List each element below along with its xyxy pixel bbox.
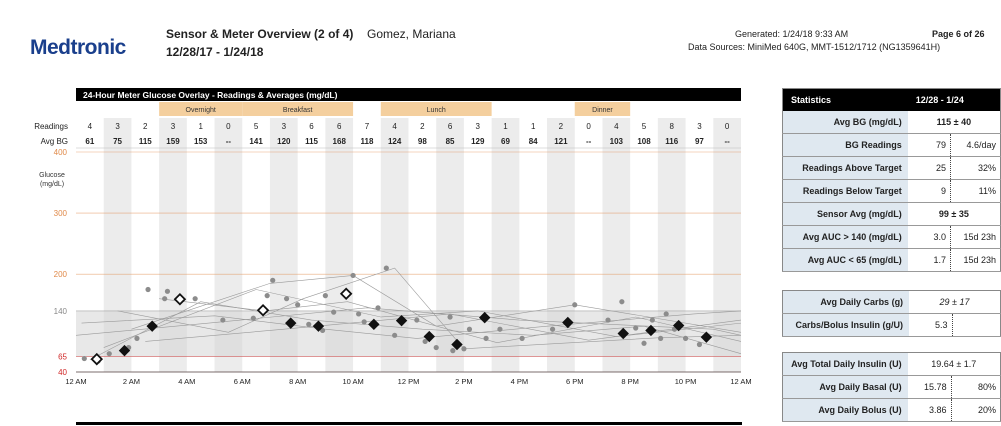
x-tick-label: 2 AM [122,377,140,386]
x-tick-label: 12 PM [397,377,420,386]
reading-point [483,336,488,341]
chart-header [76,88,741,116]
bin-avg-bg: 168 [332,137,346,146]
reading-point [145,287,150,292]
x-tick-label: 6 AM [233,377,251,386]
bin-readings: 0 [226,122,231,131]
stat-row-avg-bg [783,111,1001,134]
reading-point [323,293,328,298]
bin-readings: 6 [309,122,314,131]
stat-label: Readings Above Target [783,157,908,180]
bin-avg-bg: 97 [694,137,704,146]
reading-point [572,302,577,307]
stat-value: 3.0 [908,226,951,249]
x-tick-label: 10 PM [674,377,697,386]
bin-readings: 3 [115,122,120,131]
reading-point [295,302,300,307]
bin-avg-bg: 153 [194,137,208,146]
meal-period-label: Dinner [592,107,613,114]
bin-avg-bg: 121 [554,137,568,146]
bin-avg-bg: 98 [417,137,427,146]
bin-readings: 4 [87,122,93,131]
reading-point [633,325,638,330]
stat-label: Avg Total Daily Insulin (U) [783,353,908,376]
bin-avg-bg: 159 [166,137,180,146]
stat-row-bg-readings [783,134,1001,157]
medtronic-logo: Medtronic [30,36,126,59]
bin-readings: 2 [143,122,148,131]
bin-avg-bg: 115 [138,137,152,146]
reading-point [447,314,452,319]
reading-point [520,336,525,341]
carbs-table [782,290,1001,337]
bin-readings: 2 [420,122,425,131]
reading-point [650,317,655,322]
y-axis-label: Glucose [39,172,65,179]
stat-row-below-target [783,180,1001,203]
reading-point [434,345,439,350]
meal-period-label: Overnight [185,107,216,114]
y-tick-label: 200 [53,270,67,280]
report-title: Sensor & Meter Overview (2 of 4) [166,27,354,41]
bin-avg-bg: -- [724,137,730,146]
stat-value: 79 [908,134,951,157]
bins-row-label: Readings [34,122,68,131]
stat-label: Avg Daily Bolus (U) [783,399,908,422]
reading-point [220,317,225,322]
meal-period-label: Lunch [426,107,446,114]
reading-point [392,333,397,338]
stat-extra: 32% [951,157,1001,180]
bin-avg-bg: 124 [387,137,402,146]
stat-row-carb-ratio [783,314,1001,337]
bin-avg-bg: 129 [471,137,485,146]
stat-value: 15.78 [908,376,952,399]
bin-readings: 5 [641,122,647,131]
x-tick-label: 2 PM [455,377,473,386]
stat-extra: 15d 23h [951,249,1001,272]
bin-avg-bg: 108 [637,137,651,146]
stat-row-daily-bolus [783,399,1001,422]
bottom-rule [76,422,742,425]
insulin-table [782,352,1001,422]
bin-avg-bg: 116 [665,137,679,146]
y-tick-label: 140 [53,306,67,316]
bin-readings: 4 [392,122,397,131]
stat-label: Avg Daily Basal (U) [783,376,908,399]
reading-point [362,319,367,324]
generated-timestamp: Generated: 1/24/18 9:33 AM [735,29,849,39]
stat-row-sensor-avg [783,203,1001,226]
bin-avg-bg: 85 [445,137,455,146]
x-tick-label: 6 PM [565,377,584,386]
stat-row-daily-carbs [783,291,1001,314]
page-number: Page 6 of 26 [932,29,985,39]
reading-point [450,348,455,353]
stat-extra: 4.6/day [951,134,1001,157]
reading-point [134,336,139,341]
reading-point [605,317,610,322]
reading-point [265,293,270,298]
reading-point [384,266,389,271]
reading-point [162,296,167,301]
stat-value: 25 [908,157,951,180]
bin-readings: 7 [364,122,370,131]
bin-readings: 3 [281,122,287,131]
x-tick-label: 12 AM [730,377,752,386]
reading-point [641,341,646,346]
reading-point [270,278,275,283]
statistics-table [782,88,1001,272]
bin-readings: 8 [669,122,674,131]
bin-avg-bg: -- [225,137,232,146]
report-date-range: 12/28/17 - 1/24/18 [166,45,264,59]
bin-readings: 4 [614,122,619,131]
bin-avg-bg: 115 [305,137,318,146]
reading-point [658,336,663,341]
bin-readings: 0 [586,122,591,131]
bin-readings: 1 [503,122,508,131]
bin-readings: 0 [724,122,730,131]
reading-point [284,296,289,301]
stat-label: Carbs/Bolus Insulin (g/U) [783,314,910,337]
stat-row-above-target [783,157,1001,180]
reading-point [82,356,87,361]
bin-readings: 1 [198,122,203,131]
stat-value: 29 ± 17 [909,291,1000,314]
stat-extra: 20% [951,399,1000,422]
y-tick-label: 65 [58,352,67,362]
data-sources: Data Sources: MiniMed 640G, MMT-1512/1712 (NG1359641H) [688,42,941,52]
reading-point [193,296,198,301]
stat-extra: 15d 23h [951,226,1001,249]
stat-value: 19.64 ± 1.7 [908,353,1001,376]
x-tick-label: 8 PM [621,377,639,386]
reading-point [306,322,311,327]
bin-avg-bg: 103 [609,137,623,146]
reading-point [683,336,688,341]
bin-readings: 1 [530,122,536,131]
bin-avg-bg: 141 [249,137,263,146]
stat-label: BG Readings [783,134,908,157]
bin-avg-bg: 69 [501,137,510,146]
stat-label: Avg AUC < 65 (mg/dL) [783,249,908,272]
reading-point [331,310,336,315]
x-tick-label: 12 AM [65,377,87,386]
reading-point [461,346,466,351]
y-axis-label: (mg/dL) [39,181,65,188]
x-tick-label: 4 AM [178,377,196,386]
stats-header-label: Statistics [783,89,908,112]
bin-avg-bg: 118 [360,137,374,146]
stats-header-range: 12/28 - 1/24 [908,89,1001,112]
y-tick-label: 40 [58,368,67,377]
stat-row-total-insulin [783,353,1001,376]
stat-label: Readings Below Target [783,180,908,203]
bin-readings: 3 [170,122,176,131]
stat-value: 1.7 [908,249,951,272]
stat-extra: 80% [951,376,1000,399]
stat-row-auc-below [783,249,1001,272]
reading-point [664,311,669,316]
stat-value: 9 [908,180,951,203]
stat-row-daily-basal [783,376,1001,399]
reading-point [697,342,702,347]
reading-point [350,273,355,278]
reading-point [497,327,502,332]
chart-title: 24-Hour Meter Glucose Overlay - Readings & Averages (mg/dL) [83,90,338,100]
reading-point [251,316,256,321]
stat-extra [952,314,1000,337]
x-tick-label: 10 AM [342,377,364,386]
reading-point [165,289,170,294]
reading-point [356,311,361,316]
stat-label: Avg Daily Carbs (g) [783,291,910,314]
bin-readings: 6 [337,122,342,131]
reading-point [619,299,624,304]
stat-label: Sensor Avg (mg/dL) [783,203,908,226]
stat-label: Avg BG (mg/dL) [783,111,908,134]
y-tick-label: 400 [53,148,67,157]
reading-point [467,327,472,332]
bin-readings: 5 [253,122,259,131]
stat-value: 99 ± 35 [908,203,1001,226]
x-tick-label: 8 AM [289,377,307,386]
reading-point [414,317,419,322]
stat-row-auc-above [783,226,1001,249]
reading-point [107,351,112,356]
bin-readings: 6 [447,122,453,131]
stat-value: 3.86 [908,399,952,422]
bin-avg-bg: 120 [277,137,291,146]
bin-avg-bg: 84 [528,137,538,146]
y-tick-label: 300 [53,209,67,219]
stat-value: 5.3 [909,314,952,337]
stat-value: 115 ± 40 [908,111,1001,134]
meal-period-label: Breakfast [282,107,313,114]
bin-avg-bg: 75 [113,137,123,146]
bin-readings: 2 [558,122,564,131]
patient-name: Gomez, Mariana [367,27,456,41]
stat-extra: 11% [951,180,1001,203]
x-tick-label: 4 PM [510,377,529,386]
reading-point [550,327,555,332]
bin-readings: 3 [697,122,702,131]
bin-readings: 3 [475,122,480,131]
reading-point [375,305,380,310]
bin-avg-bg: -- [585,137,592,146]
stat-label: Avg AUC > 140 (mg/dL) [783,226,908,249]
bin-avg-bg: 61 [85,137,95,146]
bins-row-label: Avg BG [40,137,68,146]
